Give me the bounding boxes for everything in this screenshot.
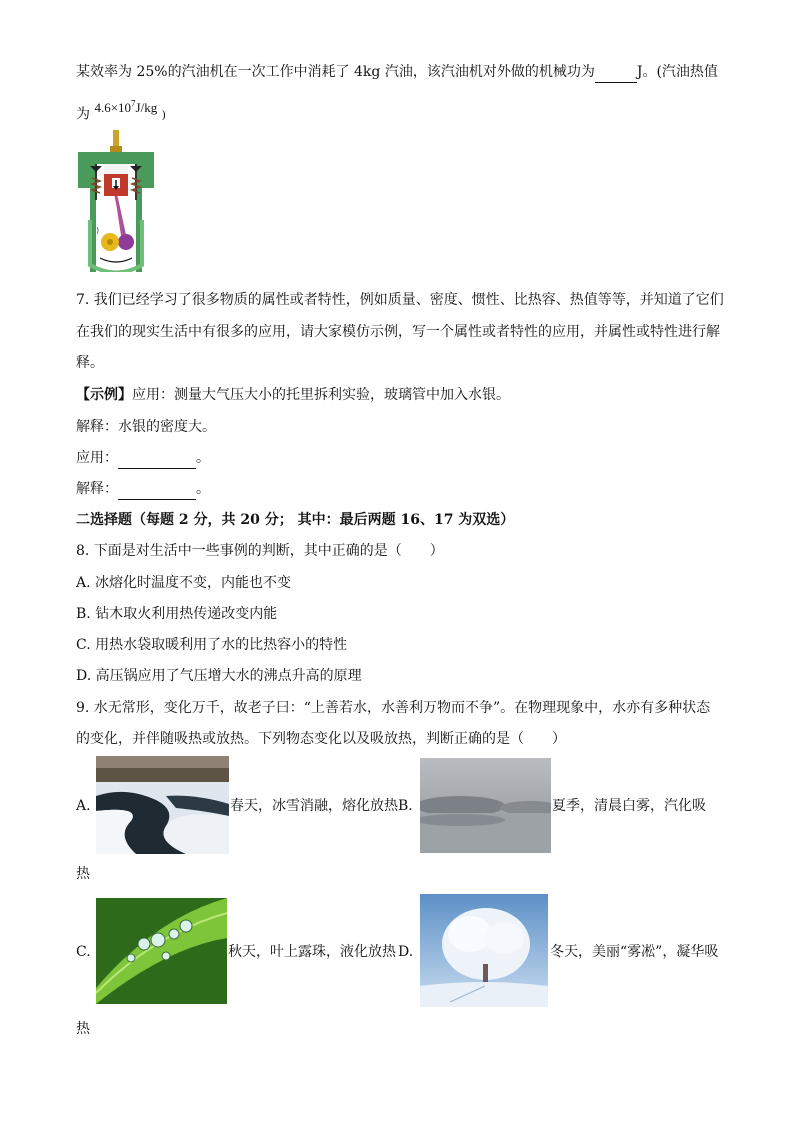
question-7-application-line — [76, 448, 210, 469]
explanation-blank[interactable] — [118, 479, 196, 500]
question-9-stem-1: 9. 水无常形，变化万千，故老子曰：“上善若水，水善利万物而不争”。在物理现象中，水亦有多种状态 — [76, 700, 711, 716]
option-d-label: D. — [398, 944, 414, 960]
answer-blank[interactable] — [595, 62, 637, 83]
question-9-stem-2: 的变化，并伴随吸热或放热。下列物态变化以及吸放热，判断正确的是（ ） — [76, 731, 566, 747]
engine-diagram — [76, 130, 156, 272]
example-text: 应用：测量大气压大小的托里拆利实验，玻璃管中加入水银。 — [132, 387, 510, 403]
question-6-text-c: 为 — [76, 106, 90, 123]
rime-tree-photo — [420, 894, 548, 1007]
option-a-label: A. — [76, 798, 91, 814]
option-b-text-continued: 热 — [76, 866, 90, 882]
option-c-text: 秋天，叶上露珠，液化放热 — [228, 944, 396, 960]
formula-unit: J/kg — [135, 100, 158, 116]
dew-on-leaf-photo — [96, 898, 227, 1004]
question-8-option-d: D. 高压锅应用了气压增大水的沸点升高的原理 — [76, 668, 362, 684]
option-b-label: B. — [398, 798, 413, 814]
heat-value-formula — [94, 100, 157, 115]
formula-exponent: 7 — [131, 99, 136, 109]
example-tag: 【示例】 — [76, 387, 132, 403]
question-8-option-b: B. 钻木取火利用热传递改变内能 — [76, 606, 278, 622]
application-blank[interactable] — [118, 448, 196, 469]
question-7-line-1: 7. 我们已经学习了很多物质的属性或者特性，例如质量、密度、惯性、比热容、热值等等，并知道了它们 — [76, 292, 724, 308]
question-7-line-3: 释。 — [76, 355, 104, 371]
question-6-line-1 — [76, 62, 718, 83]
question-6-text-a: 某效率为 25%的汽油机在一次工作中消耗了 4kg 汽油，该汽油机对外做的机械功为 — [76, 64, 595, 80]
formula-base: 4.6×10 — [94, 100, 132, 116]
option-d-text-continued: 热 — [76, 1021, 90, 1037]
question-7-explanation-line — [76, 479, 210, 500]
morning-fog-photo — [420, 758, 551, 853]
svg-text:): ) — [96, 226, 100, 235]
question-7-line-2: 在我们的现实生活中有很多的应用，请大家模仿示例，写一个属性或者特性的应用，并属性或特性进行解 — [76, 324, 720, 340]
option-c-label: C. — [76, 944, 91, 960]
question-6-line-2 — [76, 100, 166, 125]
option-a-text: 春天，冰雪消融，熔化放热 — [230, 798, 398, 814]
question-8-stem: 8. 下面是对生活中一些事例的判断，其中正确的是（ ） — [76, 543, 444, 559]
question-8-option-c: C. 用热水袋取暖利用了水的比热容小的特性 — [76, 637, 348, 653]
question-6-text-b: J。(汽油热值 — [636, 64, 718, 80]
period: 。 — [196, 450, 210, 466]
question-8-option-a: A. 冰熔化时温度不变，内能也不变 — [76, 575, 292, 591]
question-6-text-d: ) — [161, 108, 166, 122]
question-7-example-explanation: 解释：水银的密度大。 — [76, 419, 216, 435]
question-7-example — [76, 385, 510, 405]
period: 。 — [196, 481, 210, 497]
option-d-text: 冬天，美丽“雾凇”，凝华吸 — [550, 944, 719, 960]
option-b-text: 夏季，清晨白雾，汽化吸 — [552, 798, 706, 814]
section-2-title: 二选择题（每题 2 分，共 20 分； 其中：最后两题 16、17 为双选） — [76, 512, 515, 528]
application-label: 应用： — [76, 450, 118, 466]
melting-snow-photo — [96, 756, 229, 854]
explanation-label: 解释： — [76, 481, 118, 497]
